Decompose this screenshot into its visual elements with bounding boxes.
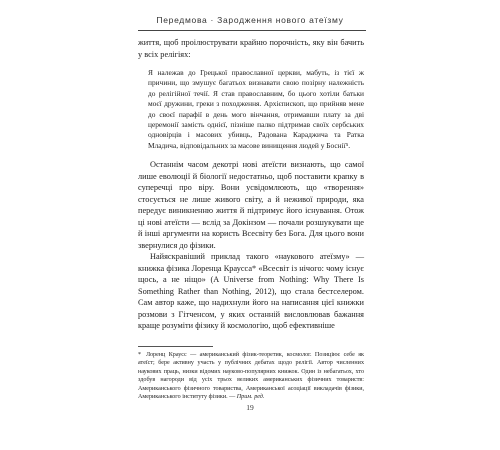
footnote-editor-note: Прим. ред. bbox=[236, 394, 265, 401]
paragraph: Найяскравіший приклад такого «наукового атеїзму» — книжка фізика Лоренца Краусса* «Всесвіт із нічого: чому існує щось, а не ніщо» (A Universe from Nothing: Why There Is Something Rather than Nothing, 2012), що стала бестселером. Сам автор каже, що надихнули його на написання цієї книжки розмови з Гітченсом, у яких останній висловлював бажання краще розуміти фізику й космологію, щоб ефективніше bbox=[138, 252, 364, 331]
block-quote: Я належав до Грецької православної церкви, мабуть, із тієї ж причини, що змушує багатьох визнавати свою позірну належність до релігійної течії. Я став православним, бо цього хотіли батьки моєї дружини, греки з походження. Архієпископ, що прийняв мене до своєї парафії в день мого вінчання, отримавши плату за дві церемонії замість однієї, пізніше палко підтримав своїх сербських одновірців і масових убивць, Радована Караджича та Ратка Младича, відповідальних за масове винищення людей у Боснії⁵. bbox=[148, 68, 364, 150]
page-number: 19 bbox=[246, 403, 254, 412]
running-head-rule bbox=[138, 30, 366, 31]
body-text bbox=[138, 37, 364, 332]
footnote bbox=[138, 351, 364, 401]
footnote-text: Лоренц Краусс — американський фізик-теоретик, космолог. Позиціює себе як атеїст; бере активну участь у публічних дебатах щодо релігії. Автор численних наукових праць, низки відомих науково-популярних книжок. Один із небагатьох, хто здобув нагороди від усіх трьох великих американських фізичних товариств: Американського фізичного товариства, Американської асоціації викладачів фізики, Американського інституту фізики. — bbox=[138, 352, 364, 401]
running-head: Передмова · Зародження нового атеїзму bbox=[156, 15, 344, 25]
footnote-marker: * bbox=[138, 352, 142, 358]
intro-paragraph: життя, щоб проілюструвати крайню порочність, яку він бачить у всіх релігіях: bbox=[138, 38, 364, 59]
footnote-rule bbox=[138, 346, 213, 347]
paragraph: Останнім часом декотрі нові атеїсти визнають, що самої лише еволюції й біології недостатньо, щоб поставити крапку в суперечці про віру. Вони усвідомлюють, що «творення» стосується не лише живого світу, а й неживої природи, яка передує виникненню життя й підтримує його існування. Отож ці нові атеїсти — вслід за Докінзом — почали розшукувати ще й інші аргументи на користь Всесвіту без Бога. Для цього вони звернулися до фізики. bbox=[138, 160, 364, 250]
